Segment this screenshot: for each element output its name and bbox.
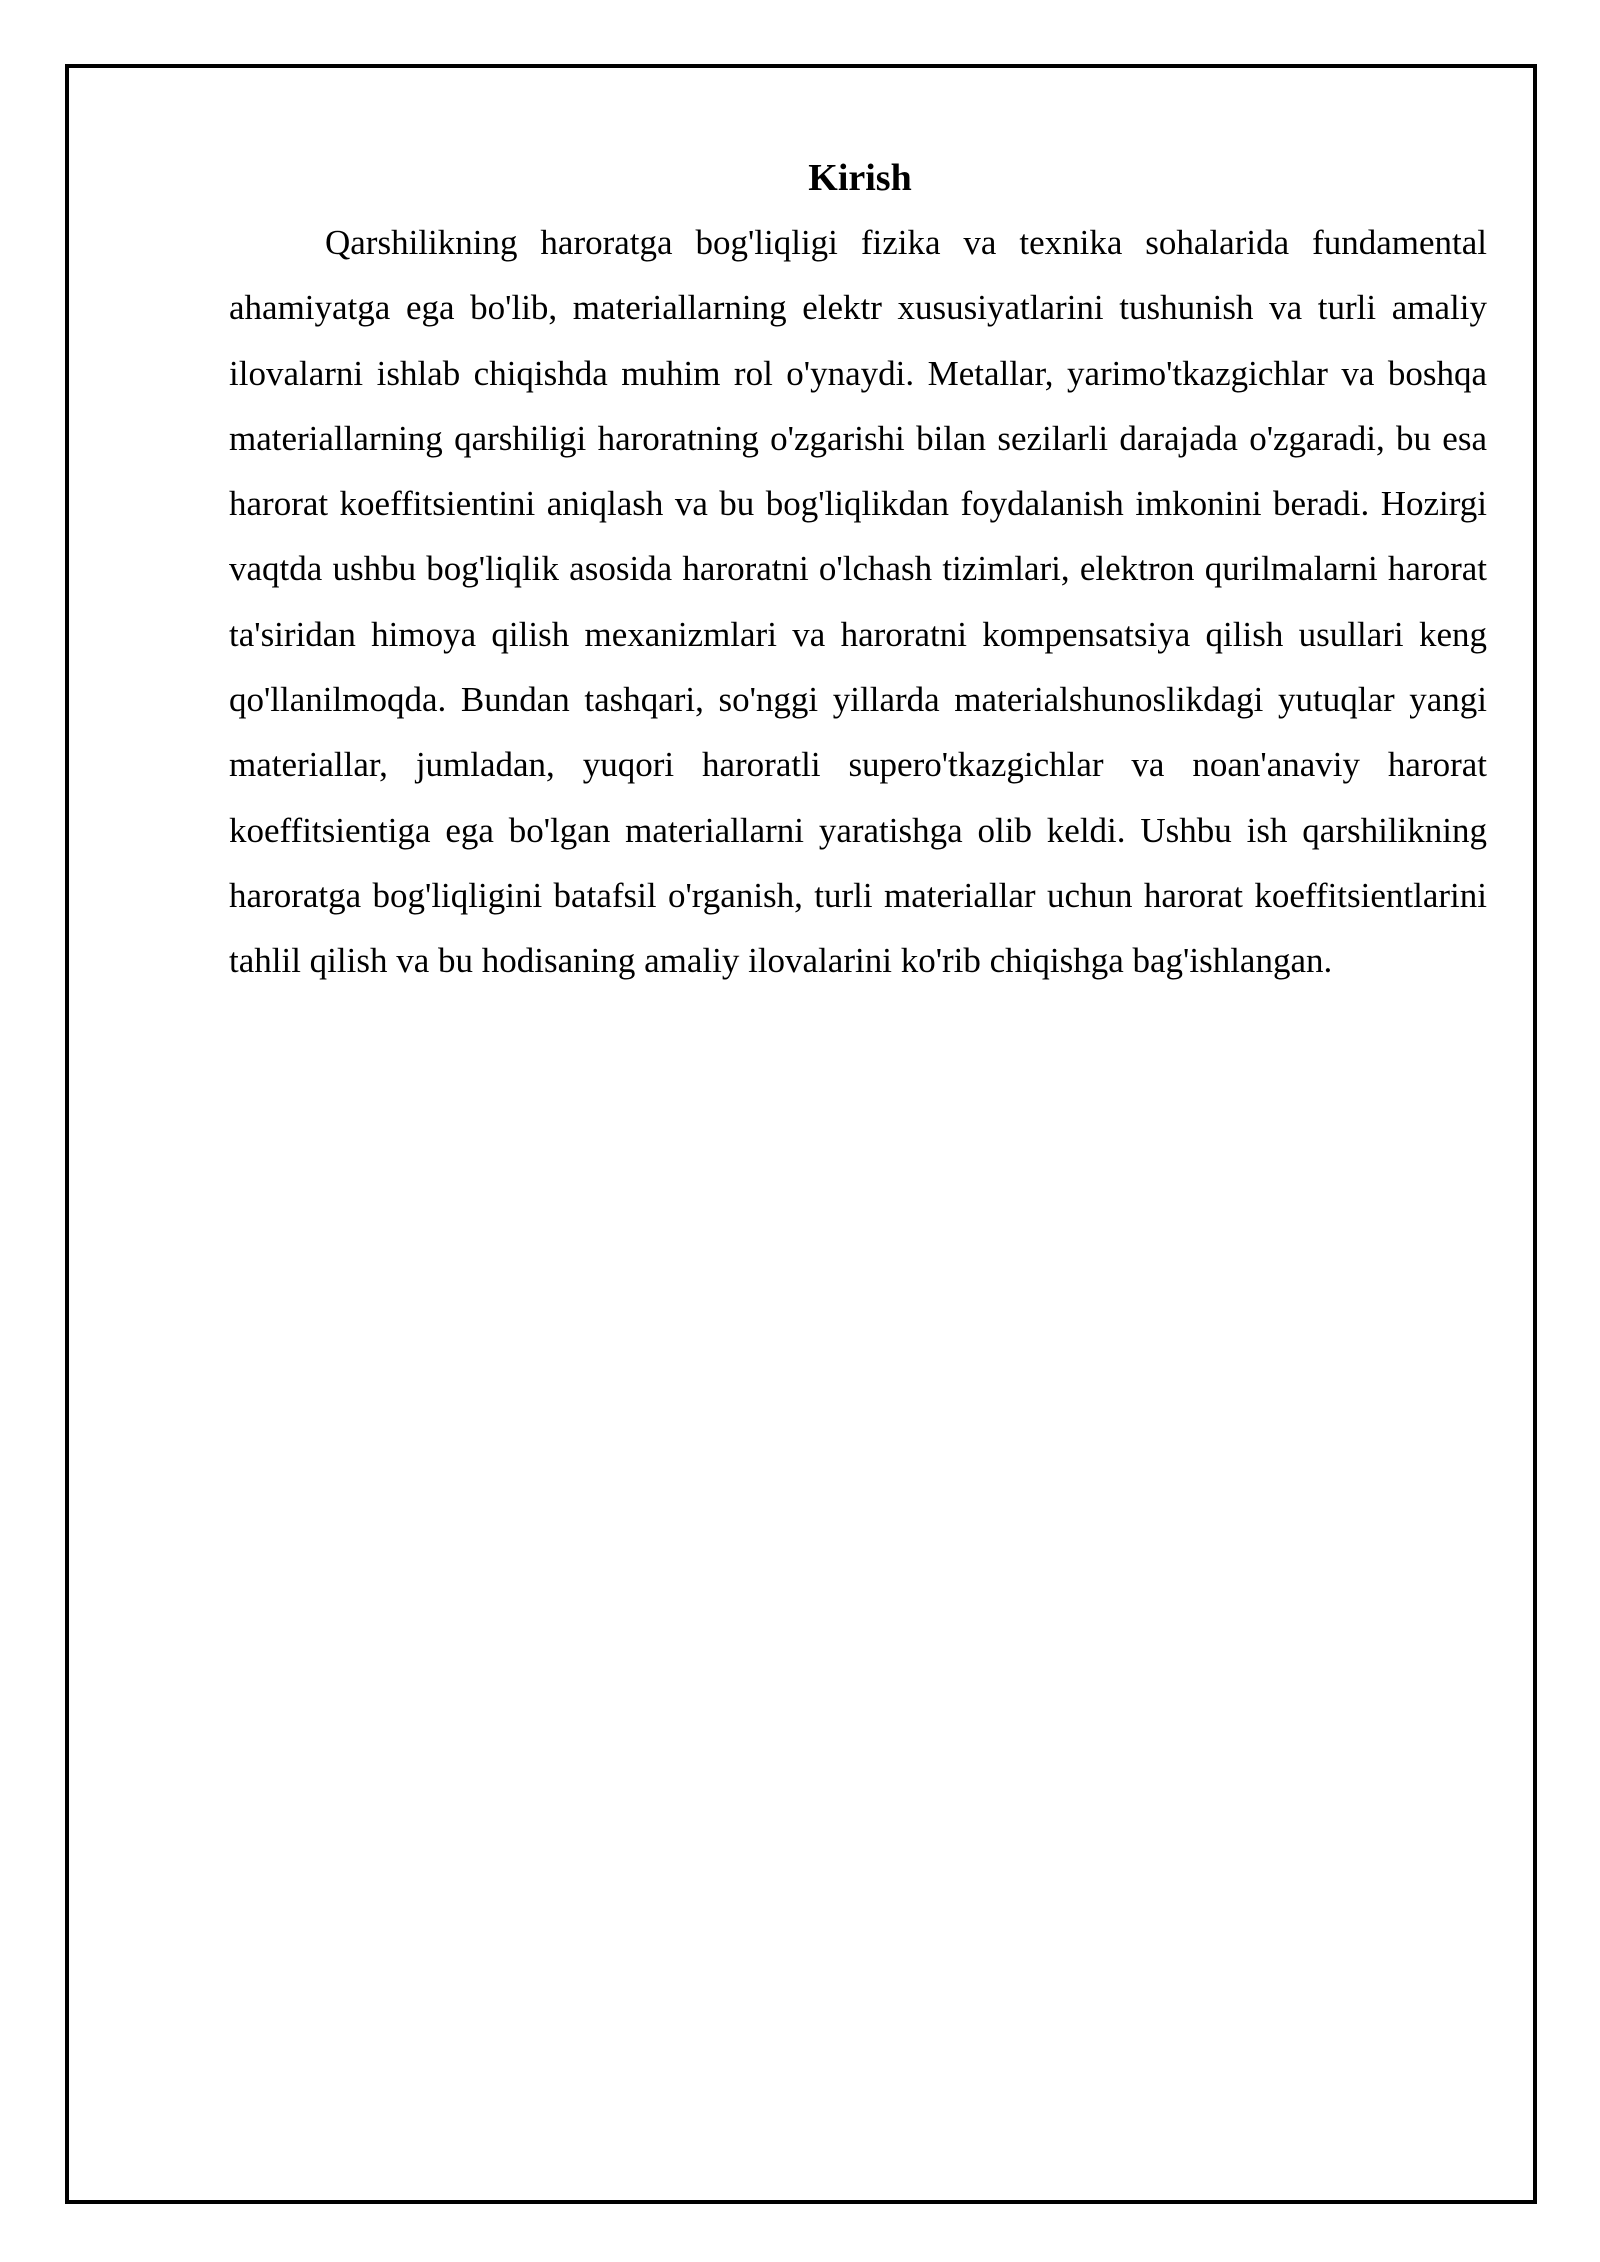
introduction-paragraph: Qarshilikning haroratga bog'liqligi fizika va texnika sohalarida fundamental ahamiyatga ega bo'lib, materiallarning elektr xususiyatlarini tushunish va turli amaliy ilovalarni ishlab chiqishda muhim rol o'ynaydi. Metallar, yarimo'tkazgichlar va boshqa materiallarning qarshiligi haroratning o'zgarishi bilan sezilarli darajada o'zgaradi, bu esa harorat koeffitsientini aniqlash va bu bog'liqlikdan foydalanish imkonini beradi. Hozirgi vaqtda ushbu bog'liqlik asosida haroratni o'lchash tizimlari, elektron qurilmalarni harorat ta'siridan himoya qilish mexanizmlari va haroratni kompensatsiya qilish usullari keng qo'llanilmoqda. Bundan tashqari, so'nggi yillarda materialshunoslikdagi yutuqlar yangi materiallar, jumladan, yuqori haroratli supero'tkazgichlar va noan'anaviy harorat koeffitsientiga ega bo'lgan materiallarni yaratishga olib keldi. Ushbu ish qarshilikning haroratga bog'liqligini batafsil o'rganish, turli materiallar uchun harorat koeffitsientlarini tahlil qilish va bu hodisaning amaliy ilovalarini ko'rib chiqishga bag'ishlangan. [229,223,1487,981]
page-content [229,150,1487,994]
section-title: Kirish [808,157,912,199]
